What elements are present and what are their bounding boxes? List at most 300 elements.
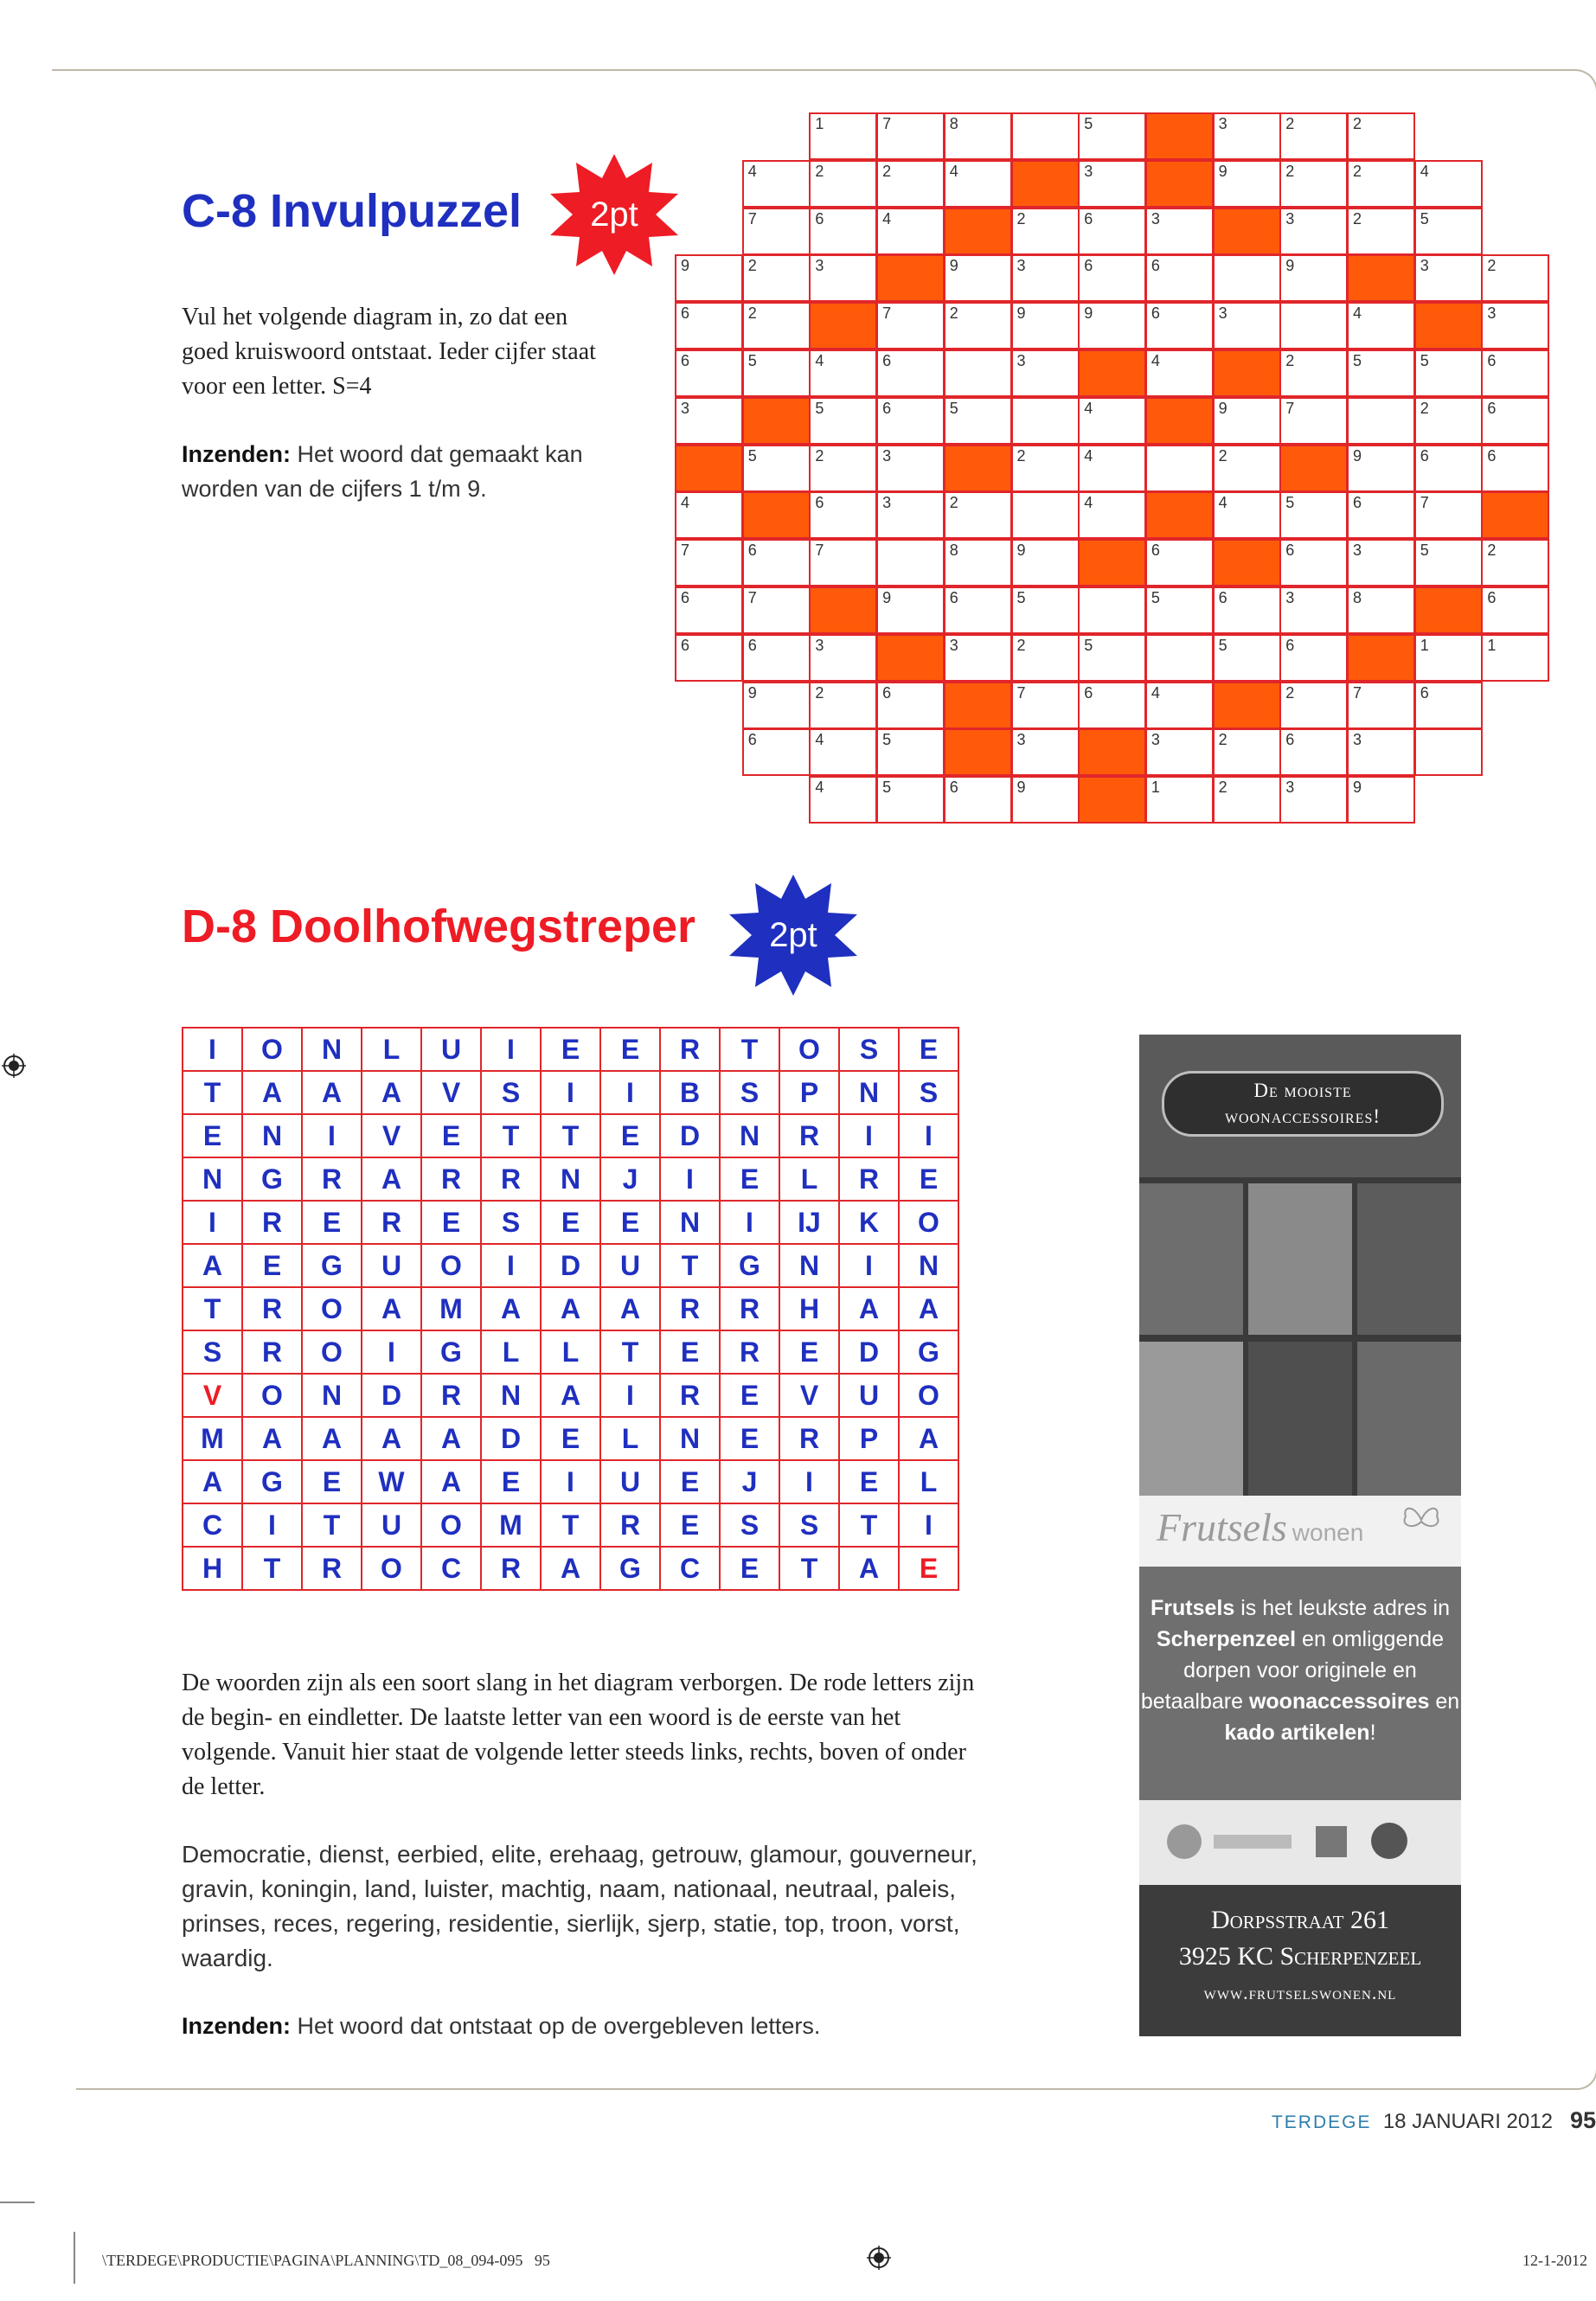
crossword-cell: 9 — [1347, 776, 1415, 824]
crossword-cell: 5 — [876, 728, 945, 776]
crossword-black-cell — [1481, 491, 1549, 539]
maze-cell: C — [660, 1547, 720, 1590]
maze-cell: E — [899, 1157, 958, 1201]
maze-cell: T — [481, 1114, 541, 1157]
maze-cell: A — [362, 1417, 421, 1460]
ad-headline-1: De mooiste — [1253, 1080, 1352, 1101]
ad-postcode: 3925 KC Scherpenzeel — [1178, 1942, 1422, 1971]
maze-cell: I — [302, 1114, 362, 1157]
maze-cell: A — [899, 1287, 958, 1330]
maze-cell: N — [660, 1417, 720, 1460]
crossword-cell: 3 — [1145, 208, 1214, 255]
crossword-cell — [1213, 254, 1281, 302]
maze-cell: A — [421, 1460, 481, 1503]
maze-cell: G — [242, 1460, 302, 1503]
page-footer — [1272, 2107, 1596, 2134]
maze-cell: I — [481, 1244, 541, 1287]
maze-cell: L — [362, 1028, 421, 1071]
maze-cell: L — [481, 1330, 541, 1374]
crossword-cell: 7 — [1011, 682, 1080, 729]
maze-cell: I — [899, 1114, 958, 1157]
maze-cell: K — [839, 1201, 899, 1244]
maze-cell: N — [839, 1071, 899, 1114]
crossword-black-cell — [1145, 160, 1214, 208]
crossword-cell: 9 — [1279, 254, 1348, 302]
crossword-cell: 1 — [1481, 634, 1549, 682]
crossword-cell: 2 — [809, 160, 877, 208]
crossword-cell: 6 — [1279, 728, 1348, 776]
maze-cell: S — [720, 1503, 779, 1547]
crossword-cell: 6 — [1481, 586, 1549, 634]
maze-cell: R — [660, 1287, 720, 1330]
crossword-cell: 6 — [1347, 491, 1415, 539]
crossword-cell: 6 — [1481, 397, 1549, 445]
maze-cell: A — [362, 1071, 421, 1114]
crossword-cell: 9 — [876, 586, 945, 634]
crossword-cell: 2 — [742, 302, 811, 349]
maze-cell: R — [242, 1287, 302, 1330]
maze-cell: E — [660, 1503, 720, 1547]
crossword-cell: 5 — [1414, 349, 1483, 397]
maze-cell: R — [421, 1374, 481, 1417]
crossword-cell: 3 — [1481, 302, 1549, 349]
crossword-black-cell — [675, 445, 743, 492]
puzzle-d-submit — [182, 2009, 977, 2043]
maze-cell: T — [541, 1503, 600, 1547]
maze-cell: V — [779, 1374, 839, 1417]
maze-cell: T — [720, 1028, 779, 1071]
crossword-cell: 6 — [1481, 349, 1549, 397]
maze-cell: H — [183, 1547, 242, 1590]
crossword-cell: 2 — [1414, 397, 1483, 445]
crossword-cell: 2 — [1279, 160, 1348, 208]
slug-page: 95 — [534, 2252, 550, 2269]
ad-desc-gifts: kado artikelen — [1224, 1721, 1370, 1745]
crossword-black-cell — [1414, 586, 1483, 634]
crossword-cell: 9 — [944, 254, 1012, 302]
crossword-black-cell — [1213, 208, 1281, 255]
maze-cell: L — [600, 1417, 660, 1460]
ad-street: Dorpsstraat 261 — [1210, 1906, 1390, 1934]
maze-cell: O — [362, 1547, 421, 1590]
crossword-cell: 4 — [809, 776, 877, 824]
crossword-black-cell — [742, 491, 811, 539]
top-rule — [52, 69, 1596, 93]
crossword-cell: 5 — [742, 445, 811, 492]
submit-text-c: Het woord dat gemaakt kan worden van de cijfers 1 t/m 9. — [182, 441, 583, 502]
partner-logo-icon — [1371, 1823, 1407, 1859]
crop-mark — [74, 2232, 75, 2284]
maze-cell: R — [779, 1417, 839, 1460]
crossword-cell: 6 — [809, 208, 877, 255]
crossword-cell: 6 — [1145, 539, 1214, 586]
maze-row — [183, 1157, 958, 1201]
crossword-cell: 6 — [1078, 208, 1146, 255]
crossword-black-cell — [809, 586, 877, 634]
crossword-cell: 9 — [1213, 397, 1281, 445]
crossword-cell: 7 — [1414, 491, 1483, 539]
crossword-cell: 2 — [1213, 445, 1281, 492]
maze-cell: U — [421, 1028, 481, 1071]
maze-row — [183, 1201, 958, 1244]
crossword-cell: 8 — [944, 112, 1012, 160]
crossword-black-cell — [1011, 160, 1080, 208]
maze-cell: V — [421, 1071, 481, 1114]
maze-cell: T — [183, 1287, 242, 1330]
crossword-cell: 3 — [1213, 112, 1281, 160]
maze-cell: R — [481, 1547, 541, 1590]
crossword-cell: 3 — [1011, 254, 1080, 302]
crossword-cell: 6 — [1481, 445, 1549, 492]
crossword-cell: 6 — [1414, 445, 1483, 492]
maze-row — [183, 1503, 958, 1547]
crossword-cell: 9 — [742, 682, 811, 729]
maze-cell: E — [302, 1460, 362, 1503]
crossword-cell: 3 — [1414, 254, 1483, 302]
crossword-cell — [944, 349, 1012, 397]
maze-cell: R — [242, 1201, 302, 1244]
points-badge-d — [729, 875, 857, 996]
maze-cell: W — [362, 1460, 421, 1503]
crossword-cell: 4 — [1213, 491, 1281, 539]
maze-cell: S — [720, 1071, 779, 1114]
crossword-cell: 2 — [1011, 445, 1080, 492]
maze-cell: N — [660, 1201, 720, 1244]
maze-cell: B — [660, 1071, 720, 1114]
crossword-cell: 6 — [876, 397, 945, 445]
maze-cell: P — [839, 1417, 899, 1460]
maze-cell: E — [481, 1460, 541, 1503]
maze-cell: I — [660, 1157, 720, 1201]
maze-cell: N — [183, 1157, 242, 1201]
crossword-cell: 9 — [1078, 302, 1146, 349]
maze-cell: T — [541, 1114, 600, 1157]
ad-headline-2: woonaccessoires! — [1224, 1106, 1381, 1127]
maze-cell: E — [839, 1460, 899, 1503]
maze-cell: T — [302, 1503, 362, 1547]
crossword-cell: 4 — [1078, 397, 1146, 445]
crossword-cell: 5 — [1414, 539, 1483, 586]
maze-cell: E — [242, 1244, 302, 1287]
crossword-cell: 2 — [1213, 776, 1281, 824]
crossword-cell: 3 — [1279, 586, 1348, 634]
crossword-cell: 3 — [1145, 728, 1214, 776]
maze-cell: N — [481, 1374, 541, 1417]
crossword-cell: 4 — [1145, 349, 1214, 397]
maze-cell: E — [720, 1547, 779, 1590]
maze-cell: O — [302, 1287, 362, 1330]
maze-cell: R — [660, 1374, 720, 1417]
crossword-cell: 2 — [1481, 254, 1549, 302]
crossword-cell: 5 — [1078, 112, 1146, 160]
maze-cell: G — [302, 1244, 362, 1287]
maze-cell: M — [183, 1417, 242, 1460]
maze-cell: T — [779, 1547, 839, 1590]
crossword-cell: 6 — [876, 349, 945, 397]
crossword-cell: 2 — [1347, 208, 1415, 255]
maze-cell: P — [779, 1071, 839, 1114]
crossword-cell: 5 — [1347, 349, 1415, 397]
crossword-cell: 6 — [1279, 539, 1348, 586]
crossword-cell: 5 — [876, 776, 945, 824]
crossword-black-cell — [944, 682, 1012, 729]
maze-cell: A — [183, 1460, 242, 1503]
crossword-cell: 5 — [1145, 586, 1214, 634]
crossword-cell: 5 — [1078, 634, 1146, 682]
maze-cell: I — [362, 1330, 421, 1374]
maze-row — [183, 1547, 958, 1590]
maze-cell: A — [183, 1244, 242, 1287]
crossword-cell: 5 — [742, 349, 811, 397]
crossword-black-cell — [1078, 349, 1146, 397]
butterfly-icon — [1399, 1503, 1444, 1537]
crossword-cell: 2 — [1481, 539, 1549, 586]
maze-cell: E — [660, 1460, 720, 1503]
crossword-cell: 5 — [1279, 491, 1348, 539]
crossword-cell: 7 — [809, 539, 877, 586]
puzzle-d-word-list: Democratie, dienst, eerbied, elite, erehaag, getrouw, glamour, gouverneur, gravin, koningin, land, luister, machtig, naam, nationaal, neutraal, paleis, prinses, reces, regering, residentie, sierlijk, sjerp, statie, top, troon, vorst, waardig. — [182, 1841, 977, 1971]
crossword-black-cell — [742, 397, 811, 445]
puzzle-c-instructions: Vul het volgende diagram in, zo dat een goed kruiswoord ontstaat. Ieder cijfer staat voor een letter. S=4 — [182, 304, 596, 400]
crossword-cell: 1 — [1145, 776, 1214, 824]
maze-cell: E — [660, 1330, 720, 1374]
points-label-c: 2pt — [590, 195, 638, 234]
crossword-cell: 3 — [1279, 776, 1348, 824]
ad-partner-logos — [1139, 1800, 1461, 1885]
crossword-cell: 7 — [1347, 682, 1415, 729]
crossword-cell: 6 — [675, 302, 743, 349]
maze-cell: R — [481, 1157, 541, 1201]
maze-cell: V — [183, 1374, 242, 1417]
maze-cell: R — [302, 1547, 362, 1590]
maze-cell: J — [720, 1460, 779, 1503]
submit-label-c: Inzenden: — [182, 441, 291, 467]
crossword-black-cell — [944, 445, 1012, 492]
crossword-cell: 2 — [809, 445, 877, 492]
ad-headline-pill — [1162, 1071, 1444, 1137]
maze-cell: I — [600, 1071, 660, 1114]
slug-path — [102, 2252, 550, 2270]
crossword-cell: 4 — [742, 160, 811, 208]
maze-cell: I — [541, 1071, 600, 1114]
maze-cell: R — [720, 1287, 779, 1330]
page-number: 95 — [1569, 2107, 1596, 2133]
crossword-cell: 3 — [1347, 539, 1415, 586]
maze-row — [183, 1330, 958, 1374]
maze-cell: I — [720, 1201, 779, 1244]
crossword-cell: 4 — [876, 208, 945, 255]
crossword-cell: 6 — [1213, 586, 1281, 634]
crossword-black-cell — [1078, 539, 1146, 586]
ad-description — [1139, 1567, 1461, 1800]
slug-date: 12-1-2012 — [1522, 2252, 1587, 2269]
maze-row — [183, 1028, 958, 1071]
crossword-cell: 7 — [742, 208, 811, 255]
maze-cell: A — [242, 1417, 302, 1460]
ad-desc-text-3: en — [1429, 1689, 1460, 1714]
maze-cell: E — [302, 1201, 362, 1244]
crossword-cell: 6 — [1145, 302, 1214, 349]
maze-cell: R — [362, 1201, 421, 1244]
maze-cell: R — [839, 1157, 899, 1201]
crossword-cell: 5 — [1414, 208, 1483, 255]
crossword-cell: 3 — [809, 254, 877, 302]
partner-logo-icon — [1167, 1824, 1202, 1859]
ad-desc-text-1: is het leukste adres in — [1234, 1596, 1450, 1620]
maze-cell: D — [660, 1114, 720, 1157]
partner-logo-icon — [1214, 1835, 1292, 1849]
maze-cell: G — [421, 1330, 481, 1374]
crossword-cell: 6 — [742, 539, 811, 586]
maze-cell: N — [302, 1028, 362, 1071]
maze-cell: E — [541, 1028, 600, 1071]
maze-cell: E — [600, 1201, 660, 1244]
crossword-cell: 2 — [742, 254, 811, 302]
crossword-cell: 5 — [1213, 634, 1281, 682]
maze-cell: M — [481, 1503, 541, 1547]
maze-cell: L — [899, 1460, 958, 1503]
crossword-black-cell — [809, 302, 877, 349]
maze-cell: S — [481, 1201, 541, 1244]
maze-cell: D — [362, 1374, 421, 1417]
maze-cell: D — [481, 1417, 541, 1460]
registration-mark-icon — [867, 2246, 891, 2270]
maze-cell: O — [779, 1028, 839, 1071]
crossword-cell: 7 — [675, 539, 743, 586]
crossword-cell: 2 — [1279, 682, 1348, 729]
maze-cell: A — [839, 1287, 899, 1330]
crossword-cell: 2 — [1213, 728, 1281, 776]
crossword-cell: 9 — [1011, 776, 1080, 824]
crossword-black-cell — [1213, 682, 1281, 729]
maze-cell: C — [183, 1503, 242, 1547]
crossword-black-cell — [1347, 634, 1415, 682]
maze-cell: H — [779, 1287, 839, 1330]
crossword-cell — [1011, 112, 1080, 160]
crossword-cell: 6 — [809, 491, 877, 539]
maze-cell: O — [899, 1201, 958, 1244]
crossword-black-cell — [1145, 112, 1214, 160]
maze-cell: U — [362, 1503, 421, 1547]
crossword-cell: 6 — [675, 349, 743, 397]
maze-cell: E — [541, 1201, 600, 1244]
maze-cell: I — [242, 1503, 302, 1547]
ad-logo-band — [1139, 1496, 1461, 1567]
maze-cell: A — [899, 1417, 958, 1460]
word-maze-grid — [182, 1027, 959, 1591]
maze-cell: N — [242, 1114, 302, 1157]
maze-cell: I — [839, 1114, 899, 1157]
maze-cell: N — [541, 1157, 600, 1201]
maze-cell: E — [421, 1114, 481, 1157]
crossword-cell: 4 — [1414, 160, 1483, 208]
crossword-black-cell — [1213, 349, 1281, 397]
maze-row — [183, 1287, 958, 1330]
crossword-black-cell — [944, 728, 1012, 776]
maze-cell: M — [421, 1287, 481, 1330]
puzzle-c-submit — [182, 437, 631, 506]
crossword-cell: 3 — [1347, 728, 1415, 776]
crossword-black-cell — [1347, 254, 1415, 302]
crossword-cell: 5 — [809, 397, 877, 445]
maze-cell: I — [779, 1460, 839, 1503]
crossword-black-cell — [876, 634, 945, 682]
maze-cell: T — [660, 1244, 720, 1287]
crossword-cell: 7 — [876, 112, 945, 160]
maze-cell: O — [242, 1374, 302, 1417]
crossword-cell: 7 — [742, 586, 811, 634]
puzzle-d-title: D-8 Doolhofwegstreper — [182, 901, 696, 952]
maze-cell: R — [421, 1157, 481, 1201]
maze-cell: A — [541, 1547, 600, 1590]
submit-label-d: Inzenden: — [182, 2013, 291, 2039]
crossword-cell: 9 — [1347, 445, 1415, 492]
maze-cell: O — [242, 1028, 302, 1071]
ad-website: www.frutselswonen.nl — [1203, 1982, 1397, 2003]
crossword-cell — [1011, 491, 1080, 539]
crossword-cell: 2 — [1011, 634, 1080, 682]
crossword-cell: 7 — [876, 302, 945, 349]
crossword-cell: 5 — [944, 397, 1012, 445]
crossword-cell: 3 — [1011, 728, 1080, 776]
crossword-cell: 9 — [1011, 539, 1080, 586]
crossword-cell: 3 — [1279, 208, 1348, 255]
maze-cell: E — [541, 1417, 600, 1460]
maze-cell: A — [362, 1287, 421, 1330]
maze-row — [183, 1071, 958, 1114]
crossword-cell: 9 — [675, 254, 743, 302]
crossword-cell: 1 — [809, 112, 877, 160]
crossword-cell: 6 — [876, 682, 945, 729]
ad-desc-brand: Frutsels — [1150, 1596, 1235, 1620]
crossword-cell: 3 — [944, 634, 1012, 682]
crossword-cell: 3 — [1078, 160, 1146, 208]
maze-row — [183, 1244, 958, 1287]
maze-cell: E — [720, 1417, 779, 1460]
maze-cell: E — [899, 1547, 958, 1590]
crossword-cell: 3 — [1011, 349, 1080, 397]
crossword-cell: 3 — [1213, 302, 1281, 349]
slug-path-text: \TERDEGE\PRODUCTIE\PAGINA\PLANNING\TD_08_094-095 — [102, 2252, 523, 2269]
crossword-cell: 1 — [1414, 634, 1483, 682]
crossword-black-cell — [876, 254, 945, 302]
crossword-cell: 6 — [675, 586, 743, 634]
crossword-cell: 4 — [809, 728, 877, 776]
crossword-black-cell — [1279, 445, 1348, 492]
crossword-black-cell — [1414, 302, 1483, 349]
maze-cell: N — [302, 1374, 362, 1417]
points-badge-c — [550, 154, 678, 275]
puzzle-d-explanation: De woorden zijn als een soort slang in het diagram verborgen. De rode letters zijn de begin- en eindletter. De laatste letter van een woord is de eerste van het volgende. Vanuit hier staat de volgende letter steeds links, rechts, boven of onder de letter. — [182, 1670, 975, 1800]
crossword-cell: 2 — [876, 160, 945, 208]
maze-row — [183, 1114, 958, 1157]
maze-cell: U — [600, 1244, 660, 1287]
maze-cell: R — [660, 1028, 720, 1071]
maze-cell: N — [720, 1114, 779, 1157]
maze-cell: A — [481, 1287, 541, 1330]
maze-cell: U — [600, 1460, 660, 1503]
crossword-black-cell — [944, 208, 1012, 255]
crossword-cell: 2 — [1347, 112, 1415, 160]
maze-cell: E — [779, 1330, 839, 1374]
crossword-cell: 2 — [1011, 208, 1080, 255]
maze-cell: O — [899, 1374, 958, 1417]
maze-cell: O — [302, 1330, 362, 1374]
maze-cell: V — [362, 1114, 421, 1157]
ad-address — [1139, 1885, 1461, 2036]
crossword-cell: 2 — [1347, 160, 1415, 208]
puzzle-c-title: C-8 Invulpuzzel — [182, 185, 522, 237]
